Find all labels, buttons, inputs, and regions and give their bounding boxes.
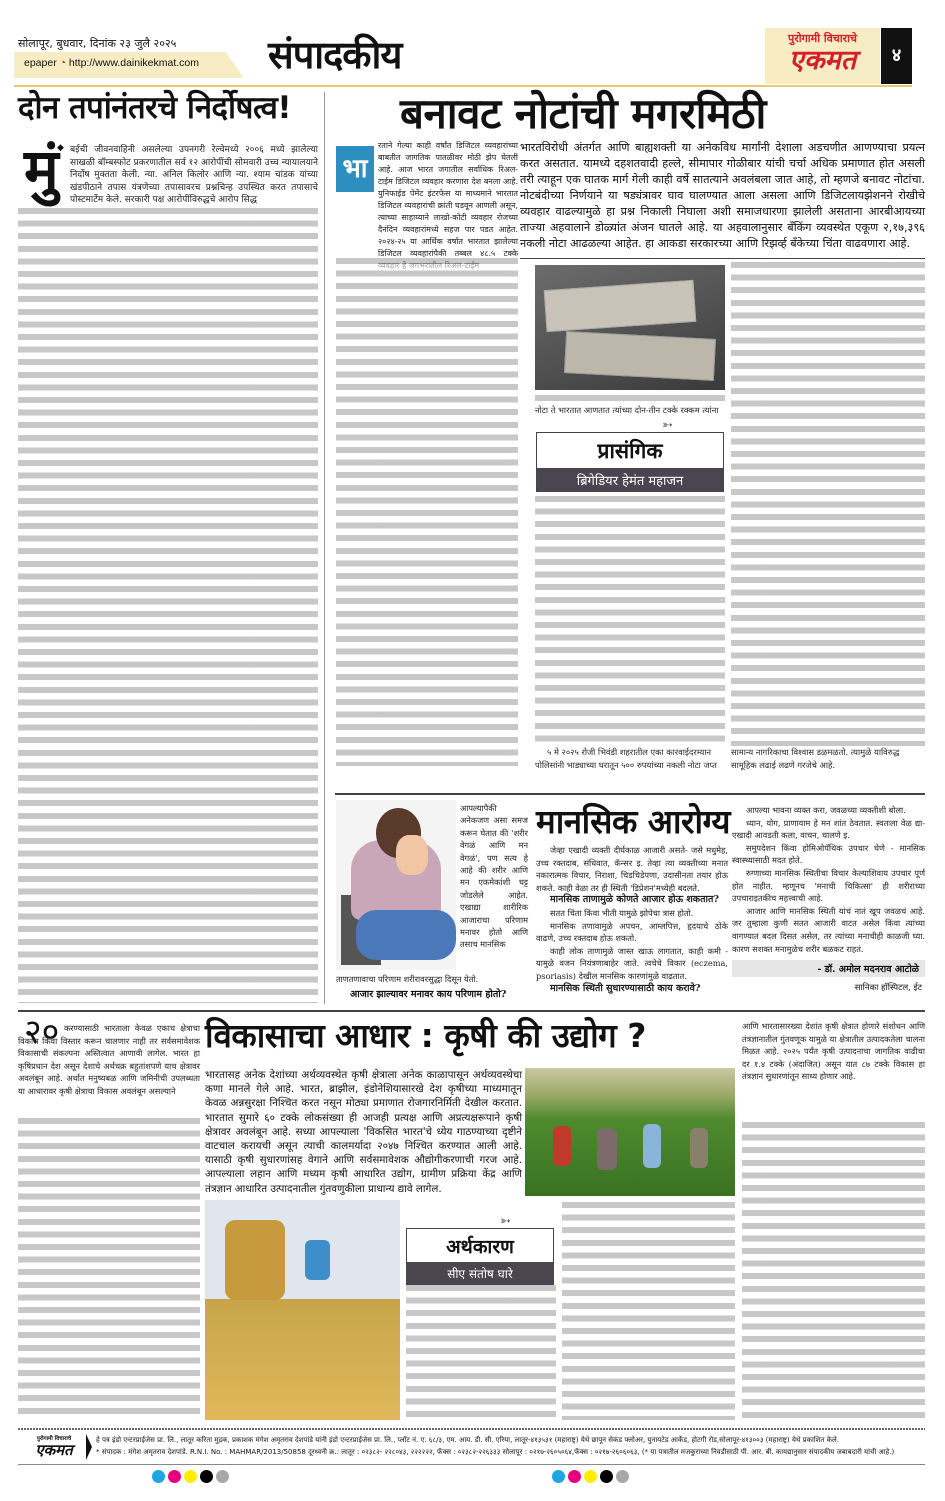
registration-marks-left [152, 1468, 232, 1487]
health-subheading: मानसिक ताणामुळे कोणते आजार होऊ शकतात? [550, 894, 719, 906]
health-paragraph: जेव्हा एखादी व्यक्ती दीर्घकाळ आजारी असते- जसे मधुमेह, उच्च रक्तदाब, संधिवात, कॅन्सर इ. तेव्हा त्या व्यक्तीच्या मनात नकारात्मक विचार, निराशा, चिडचिडेपणा, उदासीनता तयार होऊ शकते. काही वेळा तर ही स्थिती 'डिप्रेशन'मध्येही बदलते. [536, 845, 728, 893]
health-paragraph: आपल्या भावना व्यक्त करा, जवळच्या व्यक्तीशी बोला. [746, 805, 906, 815]
distressed-woman-illustration [336, 800, 456, 970]
registration-dot [584, 1470, 597, 1483]
column-divider [324, 92, 325, 1004]
health-paragraph: मानसिक तणावामुळे अपचन, आम्लपित्त, हृदयाचे ठोके वाढणे, उच्च रक्तदाब होऊ शकतो. [536, 920, 728, 944]
agri-left-lead: करण्यासाठी भारताला केवळ एकाच क्षेत्राचा विकास किंवा विस्तार करून चालणार नाही तर सर्वसमावेशक विकासाची संकल्पना अस्तित्वात आणावी लागेल. भारत हा कृषिप्रधान देश असून देशाचे अर्थचक्र बहुतांशपणे याच क्षेत्रावर अवलंबून आहे. अर्थात मनुष्यबळ आणि जमिनीची उपलब्धता या आधारावर कृषी क्षेत्राचा विकास अवलंबून असल्याने [18, 1023, 200, 1096]
registration-dot [168, 1470, 181, 1483]
health-paragraph: रुग्णाच्या मानसिक स्थितीचा विचार केल्याशिवाय उपचार पूर्ण होत नाहीत. म्हणूनच 'मनाची चिकित्सा' ही शरीराच्या उपचाराइतकीच महत्त्वाची आहे. [732, 867, 925, 904]
article-title: बनावट नोटांची मगरमिठी [400, 89, 766, 138]
column-tag-box [406, 1228, 554, 1285]
agri-left-body [18, 1118, 200, 1420]
logo-tagline: पुरोगामी विचाराचे [787, 32, 858, 45]
end-line: सामान्य नागरिकाचा विश्वास डळमळतो. त्यामुळे याविरुद्ध [731, 747, 900, 757]
column-tag: अर्थकारण [446, 1236, 514, 1258]
editorial-lead: बईची जीवनवाहिनी असलेल्या उपनगरी रेल्वेमध्ये २००६ मध्ये झालेल्या साखळी बॉम्बस्फोट प्रकरणातील सर्व १२ आरोपींची सोमवारी उच्च न्यायालयाने निर्दोष मुक्तता केली. न्या. अनिल किलोर आणि न्या. श्याम चांडक यांच्या खंडपीठाने तपास यंत्रणेच्या तपासावरच प्रश्नचिन्ह उपस्थित करत तपासाचे पोस्टमार्टेम केले. सरकारी पक्ष आरोपींविरुद्धचे आरोप सिद्ध [70, 145, 318, 206]
page-number: ४ [881, 28, 912, 84]
tail-line: ५ मे २०२५ रोजी भिवंडी शहरातील एका कारवाईदरम्यान [547, 747, 712, 757]
footer-imprint [96, 1434, 926, 1458]
health-author: - डॉ. अमोल मदनराव आटोळे [732, 960, 925, 977]
health-affiliation: सानिका हॉस्पिटल, ईट [854, 983, 922, 993]
editorial-body [18, 208, 318, 1003]
dropcap: मुं [24, 136, 59, 204]
farmers-field-photo [525, 1068, 735, 1196]
health-paragraph: समुपदेशन किंवा होमिओपॅथिक उपचार घेणे - मानसिक स्वास्थ्यासाठी मदत होते. [732, 842, 925, 866]
health-title: मानसिक आरोग्य [536, 802, 730, 841]
registration-dot [616, 1470, 629, 1483]
registration-marks-right [552, 1468, 632, 1487]
epaper-link[interactable] [24, 57, 199, 69]
factory-grain-photo [205, 1200, 400, 1420]
registration-dot [152, 1470, 165, 1483]
dropcap: २० [24, 1012, 60, 1052]
footer-rule [18, 1464, 925, 1465]
footer-logo [24, 1434, 84, 1458]
article-col3-end [731, 746, 925, 771]
article-col2-body [535, 496, 725, 746]
tail-line: पोलिसांनी भाड्याच्या घरातून ५०० रुपयांच्या नकली नोटा जप्त [535, 759, 717, 770]
article-col3-body [731, 262, 925, 746]
column-tag: प्रासंगिक [597, 439, 663, 463]
column-tag-box [536, 432, 724, 492]
health-col1 [536, 844, 728, 995]
registration-dot [568, 1470, 581, 1483]
footer-arrow [86, 1434, 92, 1460]
dateline: सोलापूर, बुधवार, दिनांक २३ जुलै २०२५ [18, 37, 177, 50]
health-paragraph: सतत चिंता किंवा भीती यामुळे झोपेचा त्रास होतो. [550, 907, 694, 918]
registration-dot [200, 1470, 213, 1483]
logo-name: एकमत [35, 1441, 73, 1459]
leaf-icon: ➳ [662, 418, 673, 433]
health-paragraph: ध्यान, योग, प्राणायाम हे मन शांत ठेवतात. स्वतःला वेळ द्या- एखादी आवडती कला, वाचन, चालणे इ. [732, 817, 925, 841]
section-title: संपादकीय [268, 33, 402, 77]
leaf-icon: ➳ [500, 1214, 511, 1229]
logo-name: एकमत [788, 45, 857, 76]
agri-right-body [742, 1122, 925, 1420]
bullet-icon: ◆ [57, 143, 64, 153]
epaper-icon: ◔ [59, 57, 66, 69]
imprint-line: * संपादक : मंगेश अमृतराव देशपांडे. R.N.I. No. : MAHMAR/2013/50858 दूरध्वनी क्र.: लातूर : ०२३८२- २२८०४३, २२२२२२, फॅक्स : ०२३८२-२२६३३३ सोलापूर : ०२१७-२६०५०६४,फॅक्स : ०२१७-२६०६०६३, (* या पत्रातील मजकुराच्या निवडीसाठी पी. आर. बी. कायद्यानुसार संपादकीय जबाबदारी यांची आहे.) [96, 1448, 895, 1456]
article-col1-body [336, 258, 518, 766]
health-paragraph: काही लोक ताणामुळे जास्त खाऊ लागतात, काही कमी - यामुळे वजन नियंत्रणाबाहेर जाते. त्वचेचे विकार (eczema, psoriasis) देखील मानसिक कारणांमुळे वाढतात. [536, 945, 728, 981]
epaper-label: epaper [24, 57, 57, 69]
agri-intro: भारतासह अनेक देशांच्या अर्थव्यवस्थेत कृषी क्षेत्राला अनेक काळापासून अर्थव्यवस्थेचा कणा मानले गेले आहे. भारत, ब्राझील, इंडोनेशियासारखे देश कृषीच्या माध्यमातून केवळ अन्नसुरक्षा निश्चित करत नसून मोठ्या प्रमाणात रोजगारनिर्मिती देखील करतात. भारतात सुमारे ६० टक्के लोकसंख्या ही आजही प्रत्यक्ष आणि अप्रत्यक्षरूपाने कृषी क्षेत्रावर अवलंबून आहे. सध्या आपल्याला 'विकसित भारत'चे ध्येय गाठण्याच्या दृष्टीने वाटचाल करायची असून त्याची कालमर्यादा २०४७ निश्चित करण्यात आली आहे. यासाठी कृषी सुधारणांसह वेगाने आणि सर्वसमावेशक औद्योगीकरणाची गरज आहे. आपल्याला लहान आणि मध्यम कृषी आधारित उद्योग, ग्रामीण प्रक्रिया केंद्र आणि तंत्रज्ञान आधारित उत्पादनातील गुंतवणुकीला प्राधान्य द्यावे लागेल. [205, 1069, 522, 1195]
agri-col3-body [562, 1202, 735, 1420]
registration-dot [216, 1470, 229, 1483]
dropcap-box: भा [336, 146, 374, 192]
health-side-text: आपल्यापैकी अनेकजण असा समज करून घेतात की 'शरीर वेगळं आणि मन वेगळं', पण सत्य हे आहे की शरीर आणि मन एकमेकांशी घट्ट जोडलेले आहेत. एखाद्या शारीरिक आजाराचा परिणाम मनावर होतो आणि तसाच मानसिक [460, 803, 528, 950]
section-rule [335, 793, 925, 795]
registration-dot [552, 1470, 565, 1483]
article-caption-line: नोटा ते भारतात आणतात त्यांच्या दोन-तीन टक्के रक्कम त्यांना [535, 405, 719, 415]
column-author: ब्रिगेडियर हेमंत महाजन [537, 468, 723, 492]
health-paragraph: आजार आणि मानसिक स्थिती यांचं नातं खूप जवळचं आहे. जर तुम्हाला कुणी सतत आजारी वाटत असेल किंवा त्यांच्या वागण्यात बदल दिसत असेल, तर त्यांच्या मनाचीही काळजी घ्या. कारण सशक्त मनामुळेच शरीर बळकट राहतं. [732, 905, 925, 954]
masthead-logo [765, 28, 880, 84]
footer-dotted-rule [18, 1428, 925, 1430]
article-col1-lead: रताने गेल्या काही वर्षांत डिजिटल व्यवहारांच्या बाबतीत जागतिक पातळीवर मोठी झेप घेतली आहे. आज भारत जगातील सर्वाधिक रिअल-टाईम डिजिटल व्यवहार करणारा देश बनला आहे. युनिफाईड पेमेंट इंटरफेस या माध्यमाने भारतात डिजिटल व्यवहारांची क्रांती घडवून आणली असून, त्याच्या साहाय्याने लाखो-कोटी व्यवहार रोजच्या दैनंदिन व्यवहारांमध्ये सहज पार पडत आहेत. २०२४-२५ या आर्थिक वर्षात भारतात झालेल्या डिजिटल व्यवहारांपैकी तब्बल ४८.५ टक्के [378, 141, 518, 258]
counterfeit-notes-photo [535, 265, 725, 390]
health-side-tail: ताणतणावाचा परिणाम शरीरावरसुद्धा दिसून येतो. [336, 974, 479, 984]
intro-rule [520, 258, 925, 259]
column-author: सीए संतोष घारे [407, 1262, 553, 1285]
health-question: आजार झाल्यावर मनावर काय परिणाम होतो? [350, 989, 507, 1000]
article-col2-tail [535, 746, 725, 771]
logo-tagline: पुरोगामी विचाराचे [36, 1436, 72, 1442]
end-line: सामूहिक लढाई लढणे गरजेचे आहे. [731, 759, 836, 770]
agri-right-lead: आणि भारतासारख्या देशांत कृषी क्षेत्रात होणारे संशोधन आणि तंत्रज्ञानातील गुंतवणूक यामुळे या क्षेत्रातील उत्पादकतेला चालना मिळत आहे. २०२५ पर्यंत कृषी उत्पादनाचा जागतिक वाढीचा दर १.४ टक्के (अंदाजित) असून यात ८७ टक्के विकास हा तंत्रज्ञान सुधारणांतून साध्य होणार आहे. [742, 1021, 925, 1082]
registration-dot [184, 1470, 197, 1483]
editorial-title: दोन तपांनंतरचे निर्दोषत्व! [18, 90, 292, 126]
registration-dot [600, 1470, 613, 1483]
site-url[interactable]: http://www.dainikekmat.com [68, 57, 200, 69]
agri-col2-body [406, 1285, 556, 1420]
article-intro: भारतविरोधी अंतर्गत आणि बाह्यशक्ती या अनेकविध मार्गांनी देशाला अडचणीत आणण्याचा प्रयत्न करत असतात. यामध्ये दहशतवादी हल्ले, सीमापार गोळीबार यांची चर्चा अधिक प्रमाणात होत असली तरी त्याहून एक घातक मार्ग गेली काही वर्षे सातत्याने अवलंबला जात आहे, तो म्हणजे बनावट नोटांचा. नोटबंदीच्या निर्णयाने या षड्यंत्रावर घाव घालण्यात आला असला आणि डिजिटलायझेशनने रोखीचे व्यवहार वाढल्यामुळे हा प्रश्न निकाली निघाला अशी समाजधारणा झालेली असताना आरबीआयच्या ताज्या अहवालाने डोळ्यांत अंजन घातले आहे. या अहवालानुसार बँकिंग व्यवस्थेत एकूण २,१७,३९६ नकली नोटा आढळल्या आहेत. हा आकडा सरकारच्या आणि रिझर्व्ह बँकेच्या चिंता वाढवणारा आहे. [520, 141, 925, 250]
health-col2 [732, 804, 925, 955]
imprint-line: हे पत्र इंडो एन्टरप्राईजेस प्रा. लि., लातूर करिता मुद्रक, प्रकाशक मंगेश अमृतराव देशपांडे यांनी इंडो एन्टरप्राईजेस प्रा. लि., प्लॉट नं. ए. ६८/३, एम. आय. डी. सी. एरिया, लातूर-४१३५३१ (महाराष्ट्र) येथे छापून सेकंड फ्लोअर, युनायटेड आर्केड, होटगी रोड,सोलापूर-४१३००३ (महाराष्ट्र) येथे प्रकाशित केले. [96, 1436, 839, 1444]
health-subheading: मानसिक स्थिती सुधारण्यासाठी काय करावे? [550, 982, 701, 994]
agri-title: विकासाचा आधार : कृषी की उद्योग ? [205, 1016, 646, 1055]
